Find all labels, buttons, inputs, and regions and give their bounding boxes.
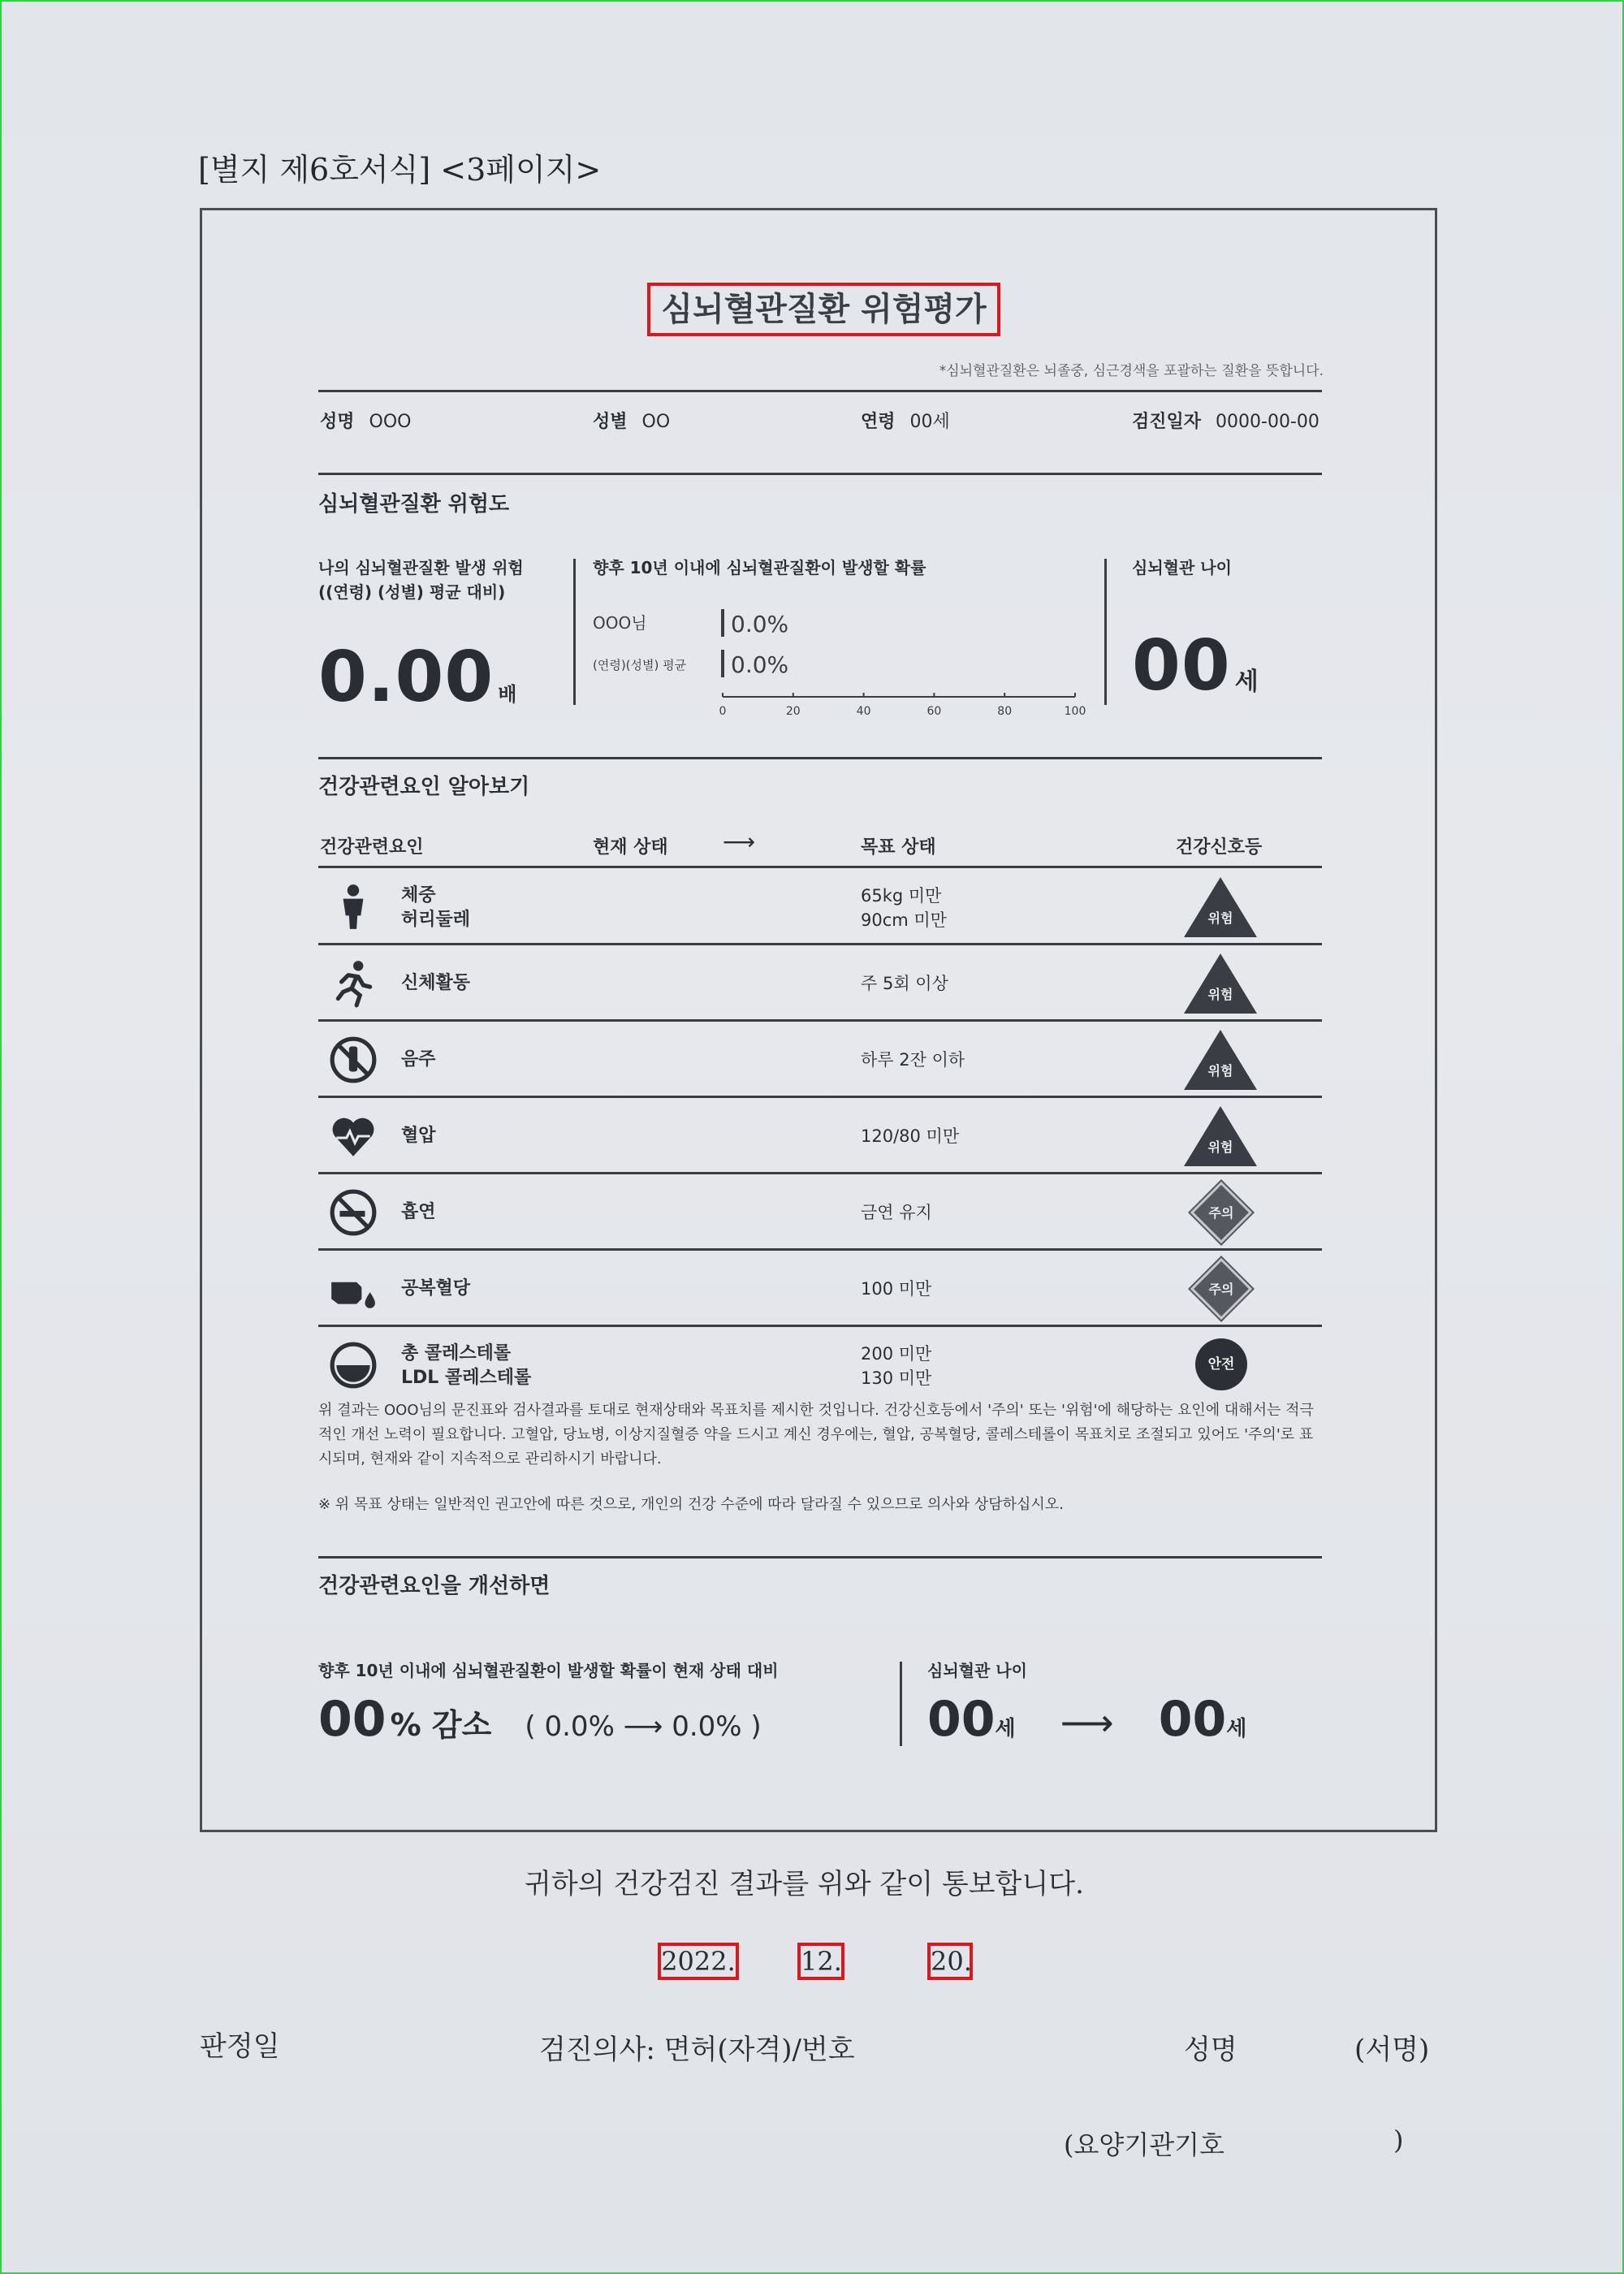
reduction-from-to: ( 0.0% ⟶ 0.0% ) <box>525 1710 762 1743</box>
signal-caution-badge <box>1184 1259 1257 1322</box>
signal-safe-badge <box>1184 1335 1257 1399</box>
factor-label: 체중 허리둘레 <box>401 885 471 930</box>
signal-danger-badge <box>1184 877 1257 940</box>
factor-target: 금연 유지 <box>861 1203 932 1222</box>
factor-target: 200 미만 130 미만 <box>861 1344 932 1388</box>
page-title: 심뇌혈관질환 위험평가 <box>647 283 1000 336</box>
probability-block <box>593 556 926 580</box>
blood-drop-icon <box>328 1264 378 1314</box>
no-drinking-icon <box>328 1035 378 1085</box>
factor-row <box>318 1098 1322 1174</box>
vascular-age-value: 00 <box>1132 625 1231 707</box>
value-label: 0.0% <box>731 611 789 638</box>
signal-danger-badge <box>1184 953 1257 1017</box>
age-to: 00 <box>1158 1691 1227 1748</box>
age-from: 00 <box>927 1691 996 1748</box>
factors-section-heading: 건강관련요인 알아보기 <box>318 775 530 799</box>
factor-target: 주 5회 이상 <box>861 974 948 993</box>
age-arrow: ⟶ <box>1060 1701 1114 1744</box>
improve-reduction <box>318 1691 762 1748</box>
improve-section-heading: 건강관련요인을 개선하면 <box>318 1574 551 1598</box>
column-separator <box>900 1662 902 1746</box>
signal-text: 위험 <box>1207 987 1233 1002</box>
info-sex: 성별 OO <box>593 412 671 432</box>
improve-age-label: 심뇌혈관 나이 <box>927 1661 1027 1680</box>
x-tick-label: 40 <box>856 705 871 715</box>
signature-label: (서명) <box>1354 2034 1430 2066</box>
column-separator <box>1104 559 1107 705</box>
date-year: 2022. <box>658 1943 739 1980</box>
doctor-name-label: 성명 <box>1184 2034 1237 2066</box>
institution-label: (요양기관기호 <box>1064 2129 1224 2160</box>
x-tick-label: 80 <box>997 705 1013 715</box>
info-name: 성명 OOO <box>320 412 412 432</box>
my-risk-unit: 배 <box>498 683 517 706</box>
factor-row <box>318 1327 1322 1403</box>
table-header-divider <box>318 866 1322 868</box>
signal-danger-badge <box>1184 1106 1257 1169</box>
factor-label: 총 콜레스테롤 LDL 콜레스테롤 <box>401 1343 532 1388</box>
target-note: ※ 위 목표 상태는 일반적인 권고안에 따른 것으로, 개인의 건강 수준에 따라 달라질 수 있으므로 의사와 상담하십시오. <box>318 1496 1064 1513</box>
divider <box>318 390 1322 392</box>
signal-text: 주의 <box>1208 1205 1234 1221</box>
col-current: 현재 상태 <box>593 837 668 858</box>
signal-text: 주의 <box>1208 1282 1234 1297</box>
x-tick-label: 60 <box>926 705 942 715</box>
factor-target: 100 미만 <box>861 1279 932 1299</box>
date-day: 20. <box>927 1943 973 1980</box>
factor-target: 120/80 미만 <box>861 1126 960 1146</box>
improve-prob-label: 향후 10년 이내에 심뇌혈관질환이 발생할 확률이 현재 상태 대비 <box>318 1661 779 1680</box>
factor-label: 신체활동 <box>401 973 471 993</box>
probability-label: 향후 10년 이내에 심뇌혈관질환이 발생할 확률 <box>593 558 926 577</box>
factor-label: 혈압 <box>401 1126 436 1146</box>
factor-row <box>318 1174 1322 1251</box>
divider <box>318 757 1322 759</box>
divider <box>318 1556 1322 1559</box>
notice-text: 귀하의 건강검진 결과를 위와 같이 통보합니다. <box>525 1868 1084 1900</box>
category-label: OOO님 <box>593 613 647 633</box>
my-risk-label: 나의 심뇌혈관질환 발생 위험 <box>318 558 524 577</box>
column-separator <box>573 559 576 705</box>
factor-label: 흡연 <box>401 1202 436 1222</box>
factor-row <box>318 869 1322 945</box>
vascular-age-unit: 세 <box>1234 668 1259 696</box>
signal-text: 위험 <box>1207 1139 1233 1155</box>
reduction-unit: % 감소 <box>390 1707 492 1743</box>
info-age: 연령 00세 <box>861 412 950 432</box>
heartbeat-icon <box>328 1111 378 1161</box>
vascular-age-block <box>1132 556 1259 707</box>
risk-section-heading: 심뇌혈관질환 위험도 <box>318 492 510 517</box>
result-paragraph: 위 결과는 OOO님의 문진표와 검사결과를 토대로 현재상태와 목표치를 제시한 것입니다. 건강신호등에서 '주의' 또는 '위험'에 해당하는 요인에 대해서는 적극적인 개선 노력이 필요합니다. 고혈압, 당뇨병, 이상지질혈증 약을 드시고 계신 경우에는, 혈압, 공복혈당, 콜레스테롤이 목표치로 조절되고 있어도 '주의'로 표시되며, 현재와 같이 지속적으로 관리하시기 바랍니다. <box>318 1402 1314 1468</box>
col-target: 목표 상태 <box>861 837 936 858</box>
signal-text: 안전 <box>1195 1338 1247 1390</box>
date-month: 12. <box>797 1943 844 1980</box>
signal-text: 위험 <box>1207 910 1233 926</box>
factor-row <box>318 945 1322 1022</box>
form-header: [별지 제6호서식] <3페이지> <box>198 152 602 188</box>
factor-row <box>318 1251 1322 1327</box>
doctor-label: 검진의사: 면허(자격)/번호 <box>539 2034 855 2066</box>
reduction-value: 00 <box>318 1691 387 1748</box>
factor-target: 하루 2잔 이하 <box>861 1050 965 1070</box>
no-smoking-icon <box>328 1187 378 1238</box>
signal-danger-badge <box>1184 1030 1257 1093</box>
x-tick-label: 20 <box>785 705 801 715</box>
info-date: 검진일자 0000-00-00 <box>1132 412 1320 432</box>
x-tick-label: 0 <box>719 705 727 715</box>
vascular-age-label: 심뇌혈관 나이 <box>1132 558 1232 577</box>
factor-target: 65kg 미만 90cm 미만 <box>861 886 947 930</box>
cholesterol-icon <box>328 1340 378 1390</box>
improve-age: 00세 ⟶ 00세 <box>927 1691 1247 1748</box>
disease-note: *심뇌혈관질환은 뇌졸중, 심근경색을 포괄하는 질환을 뜻합니다. <box>939 363 1324 379</box>
divider <box>318 473 1322 475</box>
probability-chart <box>593 593 1088 715</box>
x-tick-label: 100 <box>1064 705 1086 715</box>
value-label: 0.0% <box>731 651 789 678</box>
running-icon <box>328 958 378 1009</box>
my-risk-sublabel: ((연령) (성별) 평균 대비) <box>318 582 506 602</box>
col-arrow: ⟶ <box>723 828 756 855</box>
my-risk-block <box>318 556 524 718</box>
judgment-date-label: 판정일 <box>200 2030 280 2063</box>
factor-label: 공복혈당 <box>401 1278 471 1299</box>
my-risk-value: 0.00 <box>318 637 495 718</box>
category-label: (연령)(성별) 평균 <box>593 658 687 672</box>
col-signal: 건강신호등 <box>1176 837 1263 858</box>
signal-caution-badge <box>1184 1182 1257 1246</box>
factor-row <box>318 1022 1322 1098</box>
signal-text: 위험 <box>1207 1063 1233 1079</box>
factor-label: 음주 <box>401 1049 436 1070</box>
person-icon <box>328 882 378 932</box>
institution-close: ) <box>1393 2125 1404 2155</box>
col-factor: 건강관련요인 <box>320 837 424 858</box>
